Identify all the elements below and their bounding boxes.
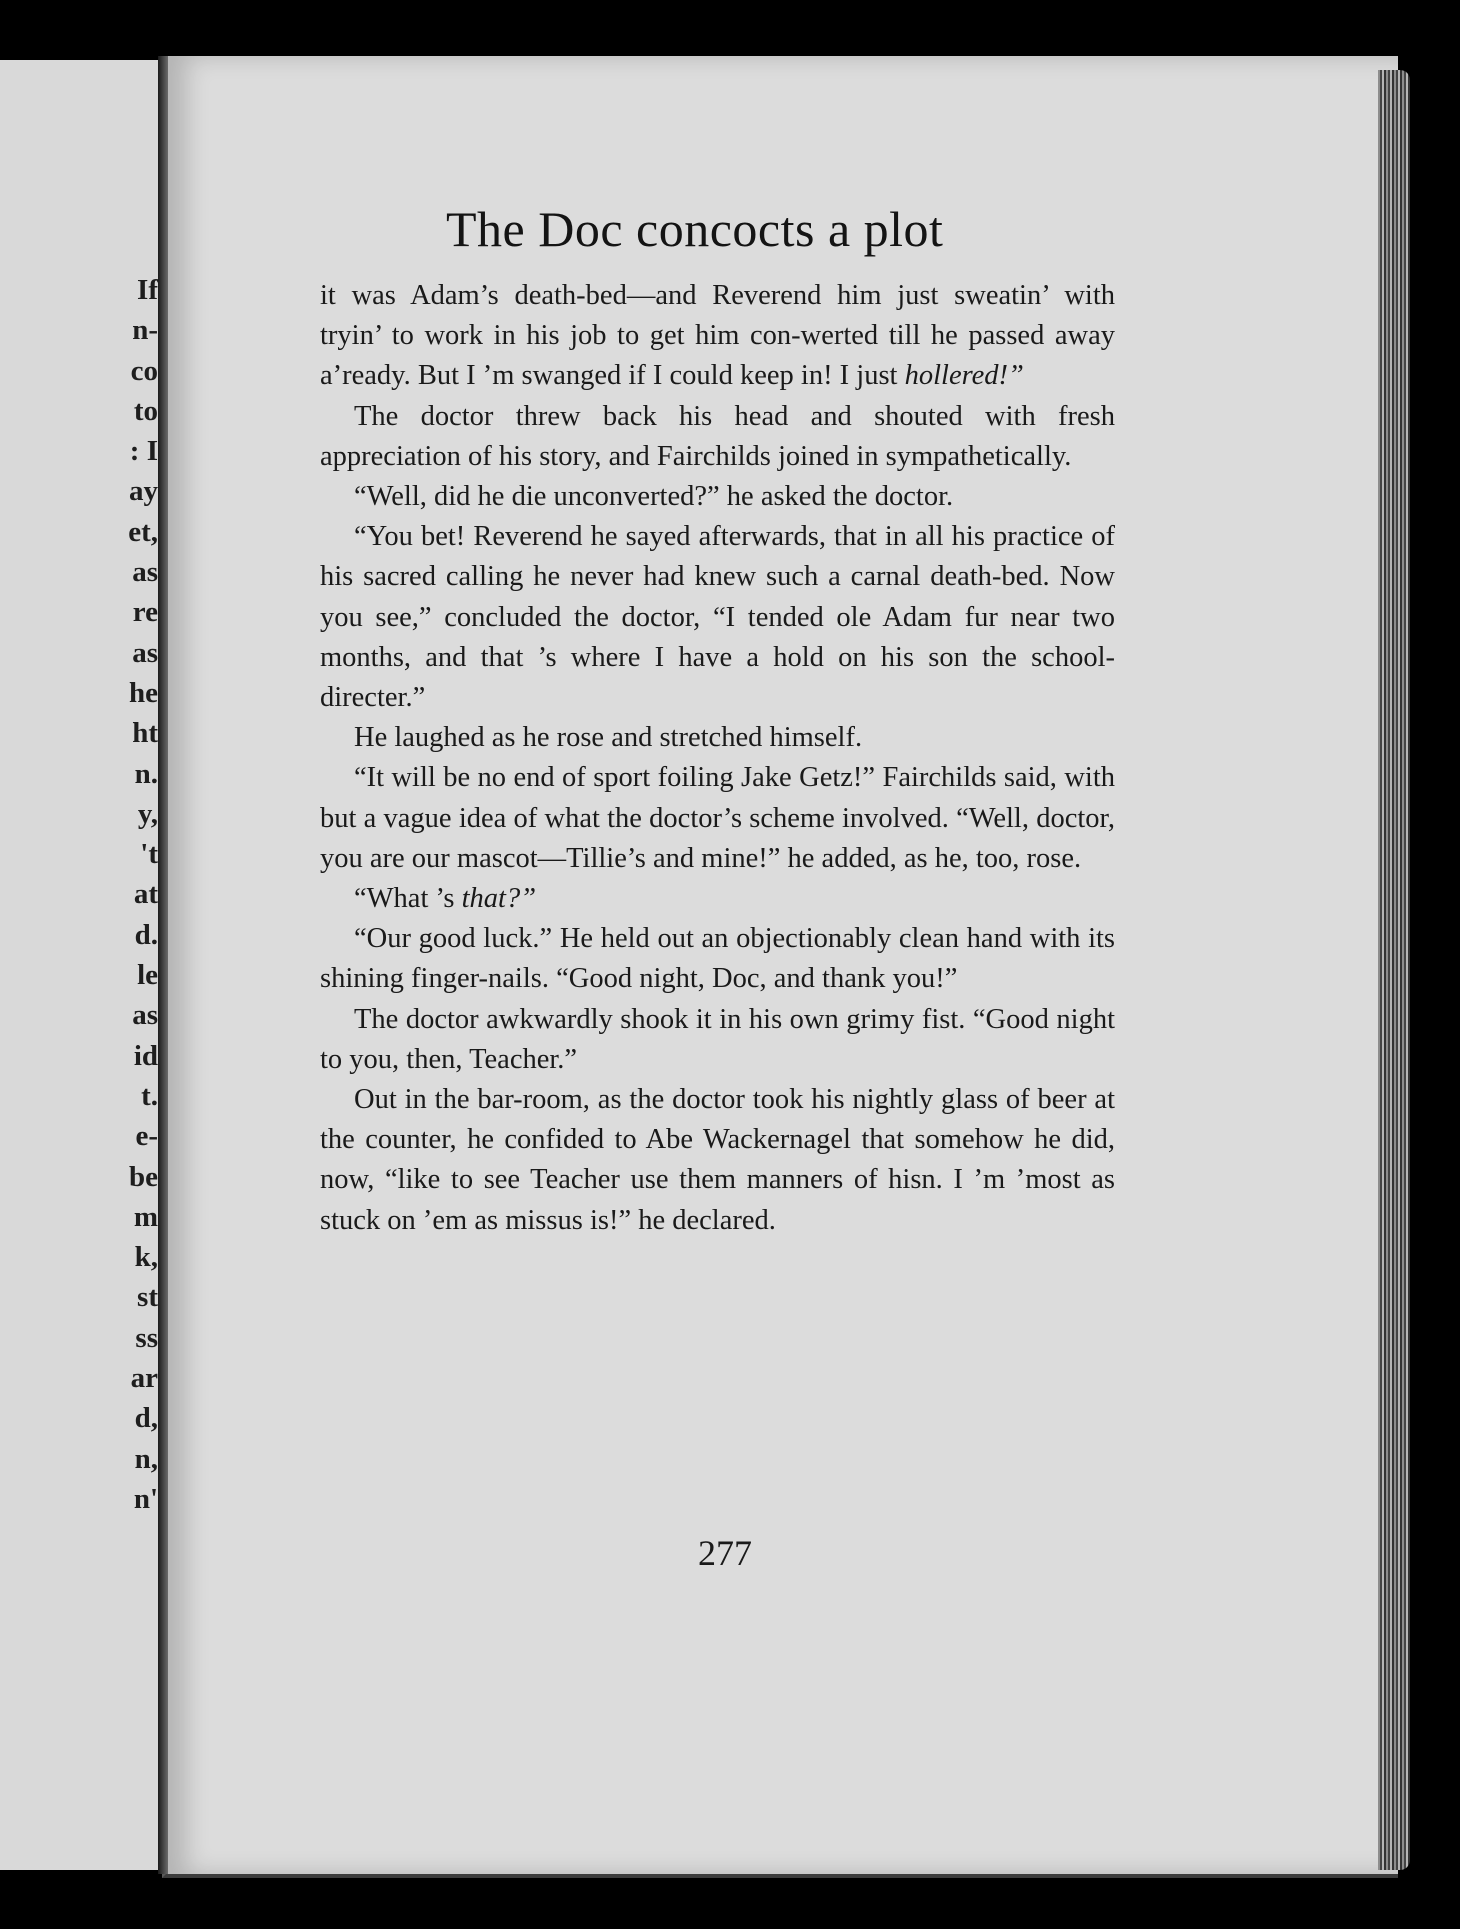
paragraph — [320, 517, 1115, 718]
left-fragment: k, — [134, 1241, 158, 1274]
left-fragment: m — [133, 1200, 158, 1233]
left-fragment: he — [129, 676, 158, 709]
paragraph-text: “What ’s — [354, 883, 462, 915]
left-fragment: n' — [133, 1482, 158, 1515]
left-fragment: st — [137, 1281, 158, 1314]
left-fragment: t. — [141, 1079, 158, 1112]
paragraph — [320, 919, 1115, 999]
left-fragment: e- — [135, 1120, 158, 1153]
paragraph-text: The doctor awkwardly shook it in his own grimy fist. “Good night to you, then, Teacher.” — [320, 1003, 1115, 1075]
left-fragment: id — [133, 1039, 158, 1072]
paragraph — [320, 1000, 1115, 1080]
left-fragment: 't — [140, 838, 158, 871]
paragraph-text: “It will be no end of sport foiling Jake Getz!” Fairchilds said, with but a vague idea of what the doctor’s scheme involved. “Well, doctor, you are our mascot—Tillie’s and mine!” he added, as he, too, rose. — [320, 762, 1115, 874]
left-fragment: n- — [132, 314, 158, 347]
paragraph-text: The doctor threw back his head and shouted with fresh appreciation of his story, and Fairchilds joined in sympathetically. — [320, 400, 1115, 472]
emphasis-text: hollered!” — [904, 360, 1024, 392]
paragraph — [320, 718, 1115, 758]
body-text — [320, 276, 1115, 1241]
page-edges — [1378, 70, 1410, 1870]
left-fragment: ar — [130, 1362, 158, 1395]
left-fragment: ay — [129, 475, 158, 508]
paragraph-text: it was Adam’s death-bed—and Reverend him just sweatin’ with tryin’ to work in his job to get him con-werted till he passed away a’ready. But I ’m swanged if I could keep in! I just — [320, 280, 1115, 392]
left-page-text-fragments — [128, 270, 158, 1519]
left-fragment: y, — [137, 797, 158, 830]
paragraph-text: “Our good luck.” He held out an objectionably clean hand with its shining finger-nails. “Good night, Doc, and thank you!” — [320, 923, 1115, 995]
paragraph — [320, 276, 1115, 397]
left-fragment: at — [133, 878, 158, 911]
left-fragment: be — [129, 1160, 158, 1193]
left-fragment: ht — [132, 717, 158, 750]
left-fragment: d. — [134, 918, 158, 951]
left-fragment: If — [137, 274, 158, 306]
emphasis-text: that?” — [461, 883, 537, 915]
left-fragment: : I — [129, 435, 158, 468]
paragraph-text: “Well, did he die unconverted?” he asked the doctor. — [354, 481, 954, 513]
left-fragment: co — [130, 354, 158, 387]
paragraph-text: “You bet! Reverend he sayed afterwards, that in all his practice of his sacred calling he never had knew such a carnal death-bed. Now you see,” concluded the doctor, “I tended ole Adam fur near two months, and that ’s where I have a hold on his son the school-directer.” — [320, 521, 1115, 714]
left-fragment: ss — [135, 1321, 158, 1354]
running-head: The Doc concocts a plot — [446, 201, 944, 257]
paragraph — [320, 1080, 1115, 1241]
left-fragment: as — [132, 999, 158, 1032]
left-fragment: as — [132, 636, 158, 669]
paragraph — [320, 758, 1115, 879]
paragraph — [320, 477, 1115, 517]
paragraph-text: Out in the bar-room, as the doctor took his nightly glass of beer at the counter, he confided to Abe Wackernagel that somehow he did, now, “like to see Teacher use them manners of hisn. I ’m ’most as stuck on ’em as missus is!” he declared. — [320, 1084, 1115, 1236]
left-fragment: re — [132, 596, 158, 629]
paragraph — [320, 879, 1115, 919]
left-fragment: d, — [134, 1402, 158, 1435]
left-fragment: n, — [134, 1442, 158, 1475]
page-number: 277 — [698, 1533, 752, 1573]
left-page — [0, 60, 171, 1870]
paragraph — [320, 397, 1115, 477]
left-fragment: et, — [128, 515, 158, 548]
left-fragment: to — [133, 394, 158, 427]
paragraph-text: He laughed as he rose and stretched himself. — [354, 722, 863, 754]
left-fragment: as — [132, 556, 158, 589]
left-fragment: n. — [134, 757, 158, 790]
book-gutter — [158, 56, 168, 1874]
left-fragment: le — [137, 959, 158, 992]
